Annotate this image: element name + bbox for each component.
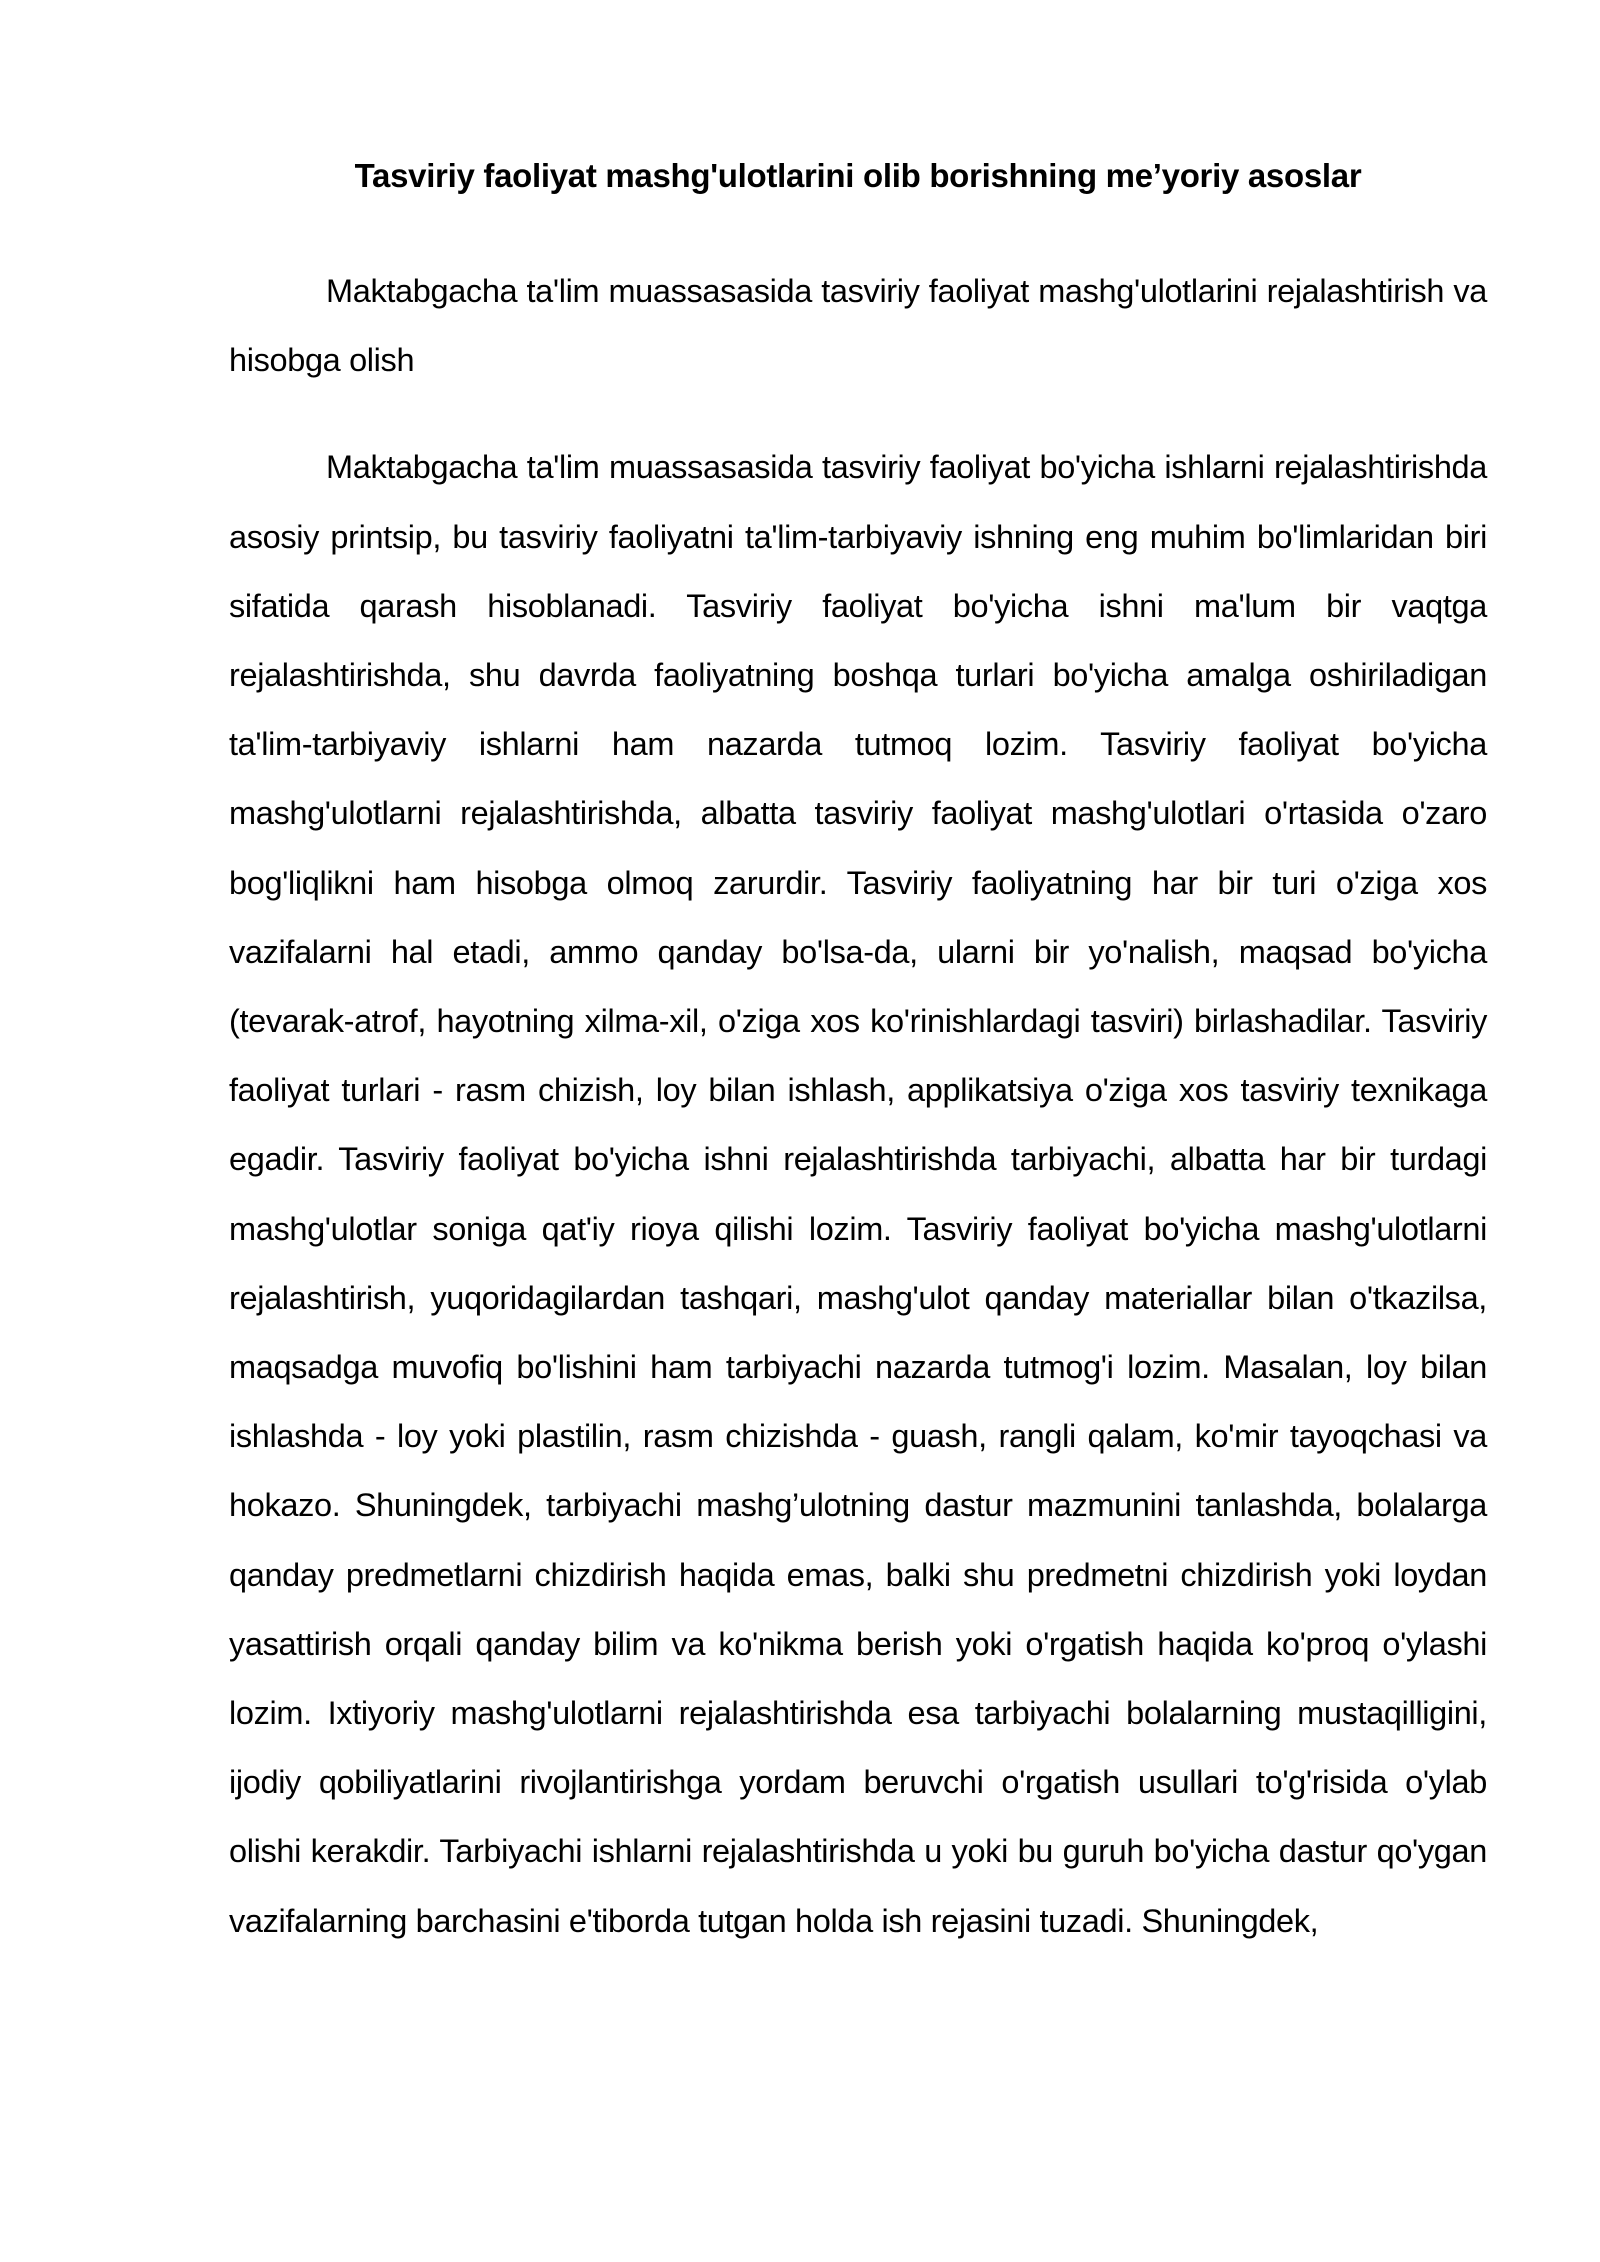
document-title: Tasviriy faoliyat mashg'ulotlarini olib borishning me’yoriy asoslar (354, 157, 1362, 194)
body-paragraph: Maktabgacha ta'lim muassasasida tasviriy faoliyat bo'yicha ishlarni rejalashtirishda asosiy printsip, bu tasviriy faoliyatni ta'lim-tarbiyaviy ishning eng muhim bo'limlaridan biri sifatida qarash hisoblanadi. Tasviriy faoliyat bo'yicha ishni ma'lum bir vaqtga rejalashtirishda, shu davrda faoliyatning boshqa turlari bo'yicha amalga oshiriladigan ta'lim-tarbiyaviy ishlarni ham nazarda tutmoq lozim. Tasviriy faoliyat bo'yicha mashg'ulotlarni rejalashtirishda, albatta tasviriy faoliyat mashg'ulotlari o'rtasida o'zaro bog'liqlikni ham hisobga olmoq zarurdir. Tasviriy faoliyatning har bir turi o'ziga xos vazifalarni hal etadi, ammo qanday bo'lsa-da, ularni bir yo'nalish, maqsad bo'yicha (tevarak-atrof, hayotning xilma-xil, o'ziga xos ko'rinishlardagi tasviri) birlashadilar. Tasviriy faoliyat turlari - rasm chizish, loy bilan ishlash, applikatsiya o'ziga xos tasviriy texnikaga egadir. Tasviriy faoliyat bo'yicha ishni rejalashtirishda tarbiyachi, albatta har bir turdagi mashg'ulotlar soniga qat'iy rioya qilishi lozim. Tasviriy faoliyat bo'yicha mashg'ulotlarni rejalashtirish, yuqoridagilardan tashqari, mashg'ulot qanday materiallar bilan o'tkazilsa, maqsadga muvofiq bo'lishini ham tarbiyachi nazarda tutmog'i lozim. Masalan, loy bilan ishlashda - loy yoki plastilin, rasm chizishda - guash, rangli qalam, ko'mir tayoqchasi va hokazo. Shuningdek, tarbiyachi mashg’ulotning dastur mazmunini tanlashda, bolalarga qanday predmetlarni chizdirish haqida emas, balki shu predmetni chizdirish yoki loydan yasattirish orqali qanday bilim va ko'nikma berish yoki o'rgatish haqida ko'proq o'ylashi lozim. Ixtiyoriy mashg'ulotlarni rejalashtirishda esa tarbiyachi bolalarning mustaqilligini, ijodiy qobiliyatlarini rivojlantirishga yordam beruvchi o'rgatish usullari to'g'risida o'ylab olishi kerakdir. Tarbiyachi ishlarni rejalashtirishda u yoki bu guruh bo'yicha dastur qo'ygan vazifalarning barchasini e'tiborda tutgan holda ish rejasini tuzadi. Shuningdek, (229, 449, 1487, 1939)
document-body (229, 150, 1487, 1956)
section-heading-paragraph: Maktabgacha ta'lim muassasasida tasviriy faoliyat mashg'ulotlarini rejalashtirish va hisobga olish (229, 273, 1487, 379)
